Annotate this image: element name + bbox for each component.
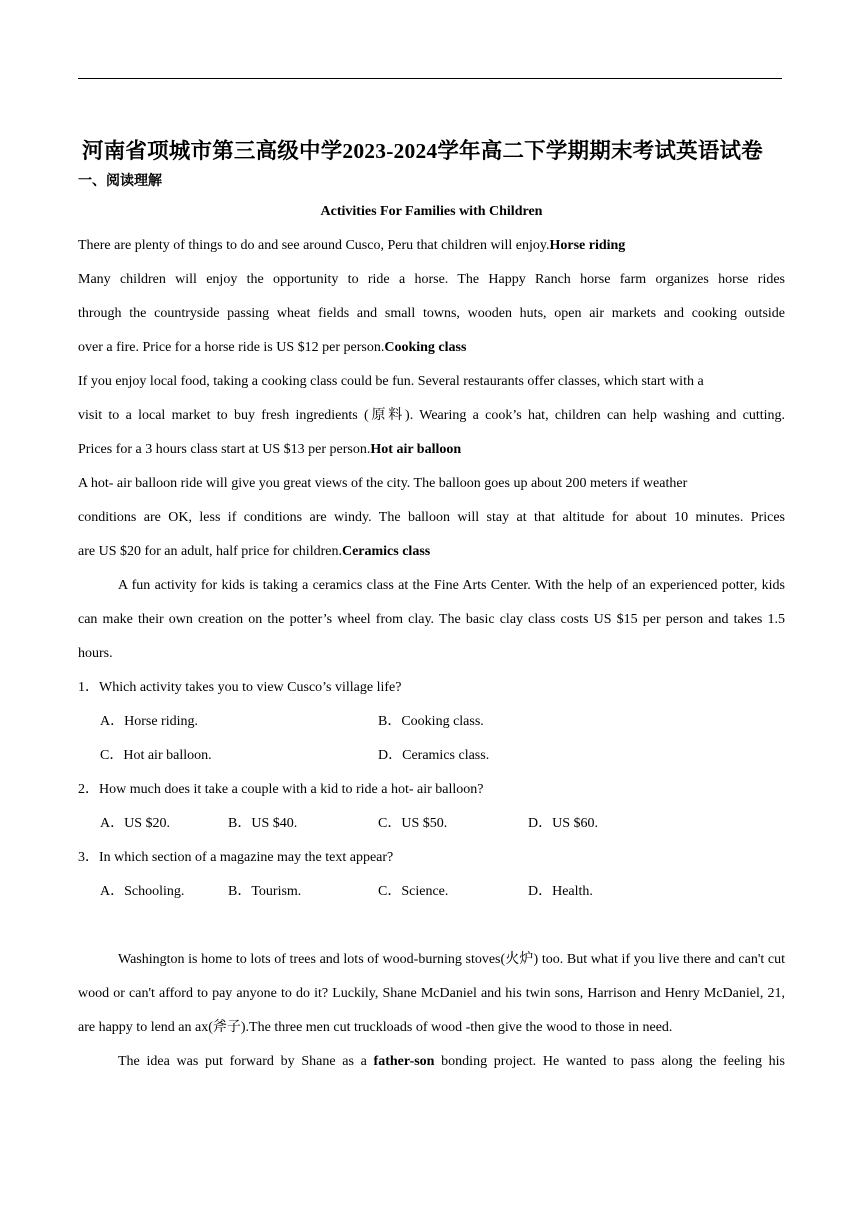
para2-text-a: The idea was put forward by Shane as a	[118, 1054, 374, 1069]
option-c: C．Science.	[378, 884, 449, 899]
option-b: B．US $40.	[228, 816, 298, 831]
wood-paragraph: Washington is home to lots of trees and lots of wood-burning stoves(火炉) too. But what if you live there and can't cut wood or can't afford to pay anyone to do it? Luckily, Shane McDaniel and his twin sons, Harrison and Henry McDaniel, 21, are happy to lend an ax(斧子).The three men cut truckloads of wood -then give the wood to those in need.	[78, 952, 785, 1035]
father-son-paragraph	[78, 1045, 785, 1079]
section-heading: 一、阅读理解	[78, 174, 162, 189]
exam-page	[78, 134, 785, 1079]
option-c: C．Hot air balloon.	[100, 748, 212, 763]
option-row	[78, 739, 785, 773]
passage-line: visit to a local market to buy fresh ingredients (原料). Wearing a cook’s hat, children can help washing and cutting.	[78, 408, 785, 423]
question-stem: 2．How much does it take a couple with a kid to ride a hot- air balloon?	[78, 782, 484, 797]
intro-text: There are plenty of things to do and see around Cusco, Peru that children will enjoy.	[78, 238, 550, 253]
option-row	[78, 705, 785, 739]
para2-text-b: bonding project. He wanted to pass along the feeling his	[434, 1054, 785, 1069]
exam-title: 河南省项城市第三高级中学2023-2024学年高二下学期期末考试英语试卷	[82, 139, 763, 163]
question-stem: 1．Which activity takes you to view Cusco’s village life?	[78, 680, 402, 695]
passage-line: If you enjoy local food, taking a cooking class could be fun. Several restaurants offer classes, which start with a	[78, 374, 704, 389]
cook-price-text: Prices for a 3 hours class start at US $13 per person.	[78, 442, 371, 457]
passage-line	[78, 433, 785, 467]
option-b: B．Tourism.	[228, 884, 302, 899]
heading-hot-air-balloon: Hot air balloon	[370, 442, 462, 457]
header-rule	[78, 78, 782, 79]
horse-price-text: over a fire. Price for a horse ride is US $12 per person.	[78, 340, 385, 355]
heading-ceramics-class: Ceramics class	[341, 544, 431, 559]
option-d: D．Health.	[528, 884, 593, 899]
passage-line	[78, 331, 785, 365]
passage-line: Many children will enjoy the opportunity to ride a horse. The Happy Ranch horse farm organizes horse rides	[78, 272, 785, 287]
option-c: C．US $50.	[378, 816, 448, 831]
option-d: D．US $60.	[528, 816, 599, 831]
option-row	[78, 807, 785, 841]
heading-cooking-class: Cooking class	[384, 340, 467, 355]
passage-line: A hot- air balloon ride will give you great views of the city. The balloon goes up about 200 meters if weather	[78, 476, 688, 491]
balloon-price-text: are US $20 for an adult, half price for children.	[78, 544, 342, 559]
option-row	[78, 875, 785, 909]
ceramics-paragraph: A fun activity for kids is taking a ceramics class at the Fine Arts Center. With the help of an experienced potter, kids can make their own creation on the potter’s wheel from clay. The basic clay class costs US $15 per person and takes 1.5 hours.	[78, 578, 785, 661]
passage-line	[78, 535, 785, 569]
passage-line	[78, 229, 785, 263]
option-a: A．Horse riding.	[100, 714, 198, 729]
heading-horse-riding: Horse riding	[549, 238, 626, 253]
spacer	[78, 909, 785, 943]
option-a: A．Schooling.	[100, 884, 185, 899]
option-b: B．Cooking class.	[378, 714, 484, 729]
para2-bold: father-son	[373, 1054, 435, 1069]
passage-title: Activities For Families with Children	[320, 204, 543, 219]
option-d: D．Ceramics class.	[378, 748, 490, 763]
passage-line: through the countryside passing wheat fields and small towns, wooden huts, open air markets and cooking outside	[78, 306, 785, 321]
option-a: A．US $20.	[100, 816, 171, 831]
question-stem: 3．In which section of a magazine may the text appear?	[78, 850, 394, 865]
passage-line: conditions are OK, less if conditions are windy. The balloon will stay at that altitude for about 10 minutes. Prices	[78, 510, 785, 525]
